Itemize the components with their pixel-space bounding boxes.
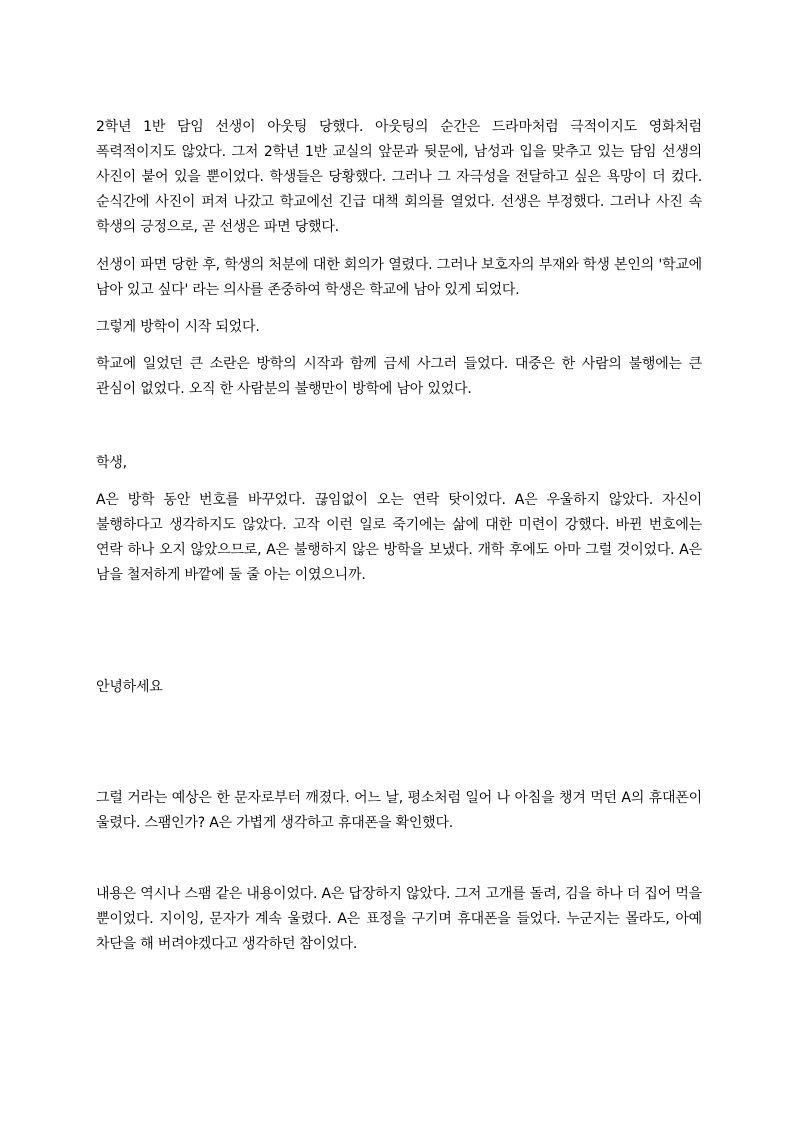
body-paragraph: 내용은 역시나 스팸 같은 내용이었다. A은 답장하지 않았다. 그저 고개를 돌려, 김을 하나 더 집어 먹을 뿐이었다. 지이잉, 문자가 계속 울렸다. A은 표정을 구기며 휴대폰을 들었다. 누군지는 몰라도, 아예 차단을 해 버려야겠다고 생각하던 참이었다. <box>96 886 702 952</box>
body-paragraph: A은 방학 동안 번호를 바꾸었다. 끊임없이 오는 연락 탓이었다. A은 우울하지 않았다. 자신이 불행하다고 생각하지도 않았다. 고작 이런 일로 죽기에는 삶에 대한 미련이 강했다. 바뀐 번호에는 연락 하나 오지 않았으므로, A은 불행하지 않은 방학을 보냈다. 개학 후에도 아마 그럴 것이었다. A은 남을 철저하게 바깥에 둘 줄 아는 이였으니까. <box>96 492 702 583</box>
body-paragraph: 그럴 거라는 예상은 한 문자로부터 깨졌다. 어느 날, 평소처럼 일어 나 아침을 챙겨 먹던 A의 휴대폰이 울렸다. 스팸인가? A은 가볍게 생각하고 휴대폰을 확인했다. <box>96 790 702 831</box>
body-paragraph: 그렇게 방학이 시작 되었다. <box>96 319 260 335</box>
body-paragraph: 선생이 파면 당한 후, 학생의 처분에 대한 회의가 열렸다. 그러나 보호자의 부재와 학생 본인의 '학교에 남아 있고 싶다' 라는 의사를 존중하여 학생은 학교에 남아 있게 되었다. <box>96 257 702 298</box>
body-paragraph: 2학년 1반 담임 선생이 아웃팅 당했다. 아웃팅의 순간은 드라마처럼 극적이지도 영화처럼 폭력적이지도 않았다. 그저 2학년 1반 교실의 앞문과 뒷문에, 남성과 입을 맞추고 있는 담임 선생의 사진이 붙어 있을 뿐이었다. 학생들은 당황했다. 그러나 그 자극성을 전달하고 싶은 욕망이 더 컸다. 순식간에 사진이 퍼져 나갔고 학교에선 긴급 대책 회의를 열었다. 선생은 부정했다. 그러나 사진 속 학생의 긍정으로, 곧 선생은 파면 당했다. <box>96 119 702 235</box>
body-paragraph: 학교에 일었던 큰 소란은 방학의 시작과 함께 금세 사그러 들었다. 대중은 한 사람의 불행에는 큰 관심이 없었다. 오직 한 사람분의 불행만이 방학에 남아 있었다. <box>96 356 702 397</box>
body-paragraph: 학생, <box>96 455 127 471</box>
text-message-line: 안녕하세요 <box>96 679 163 695</box>
